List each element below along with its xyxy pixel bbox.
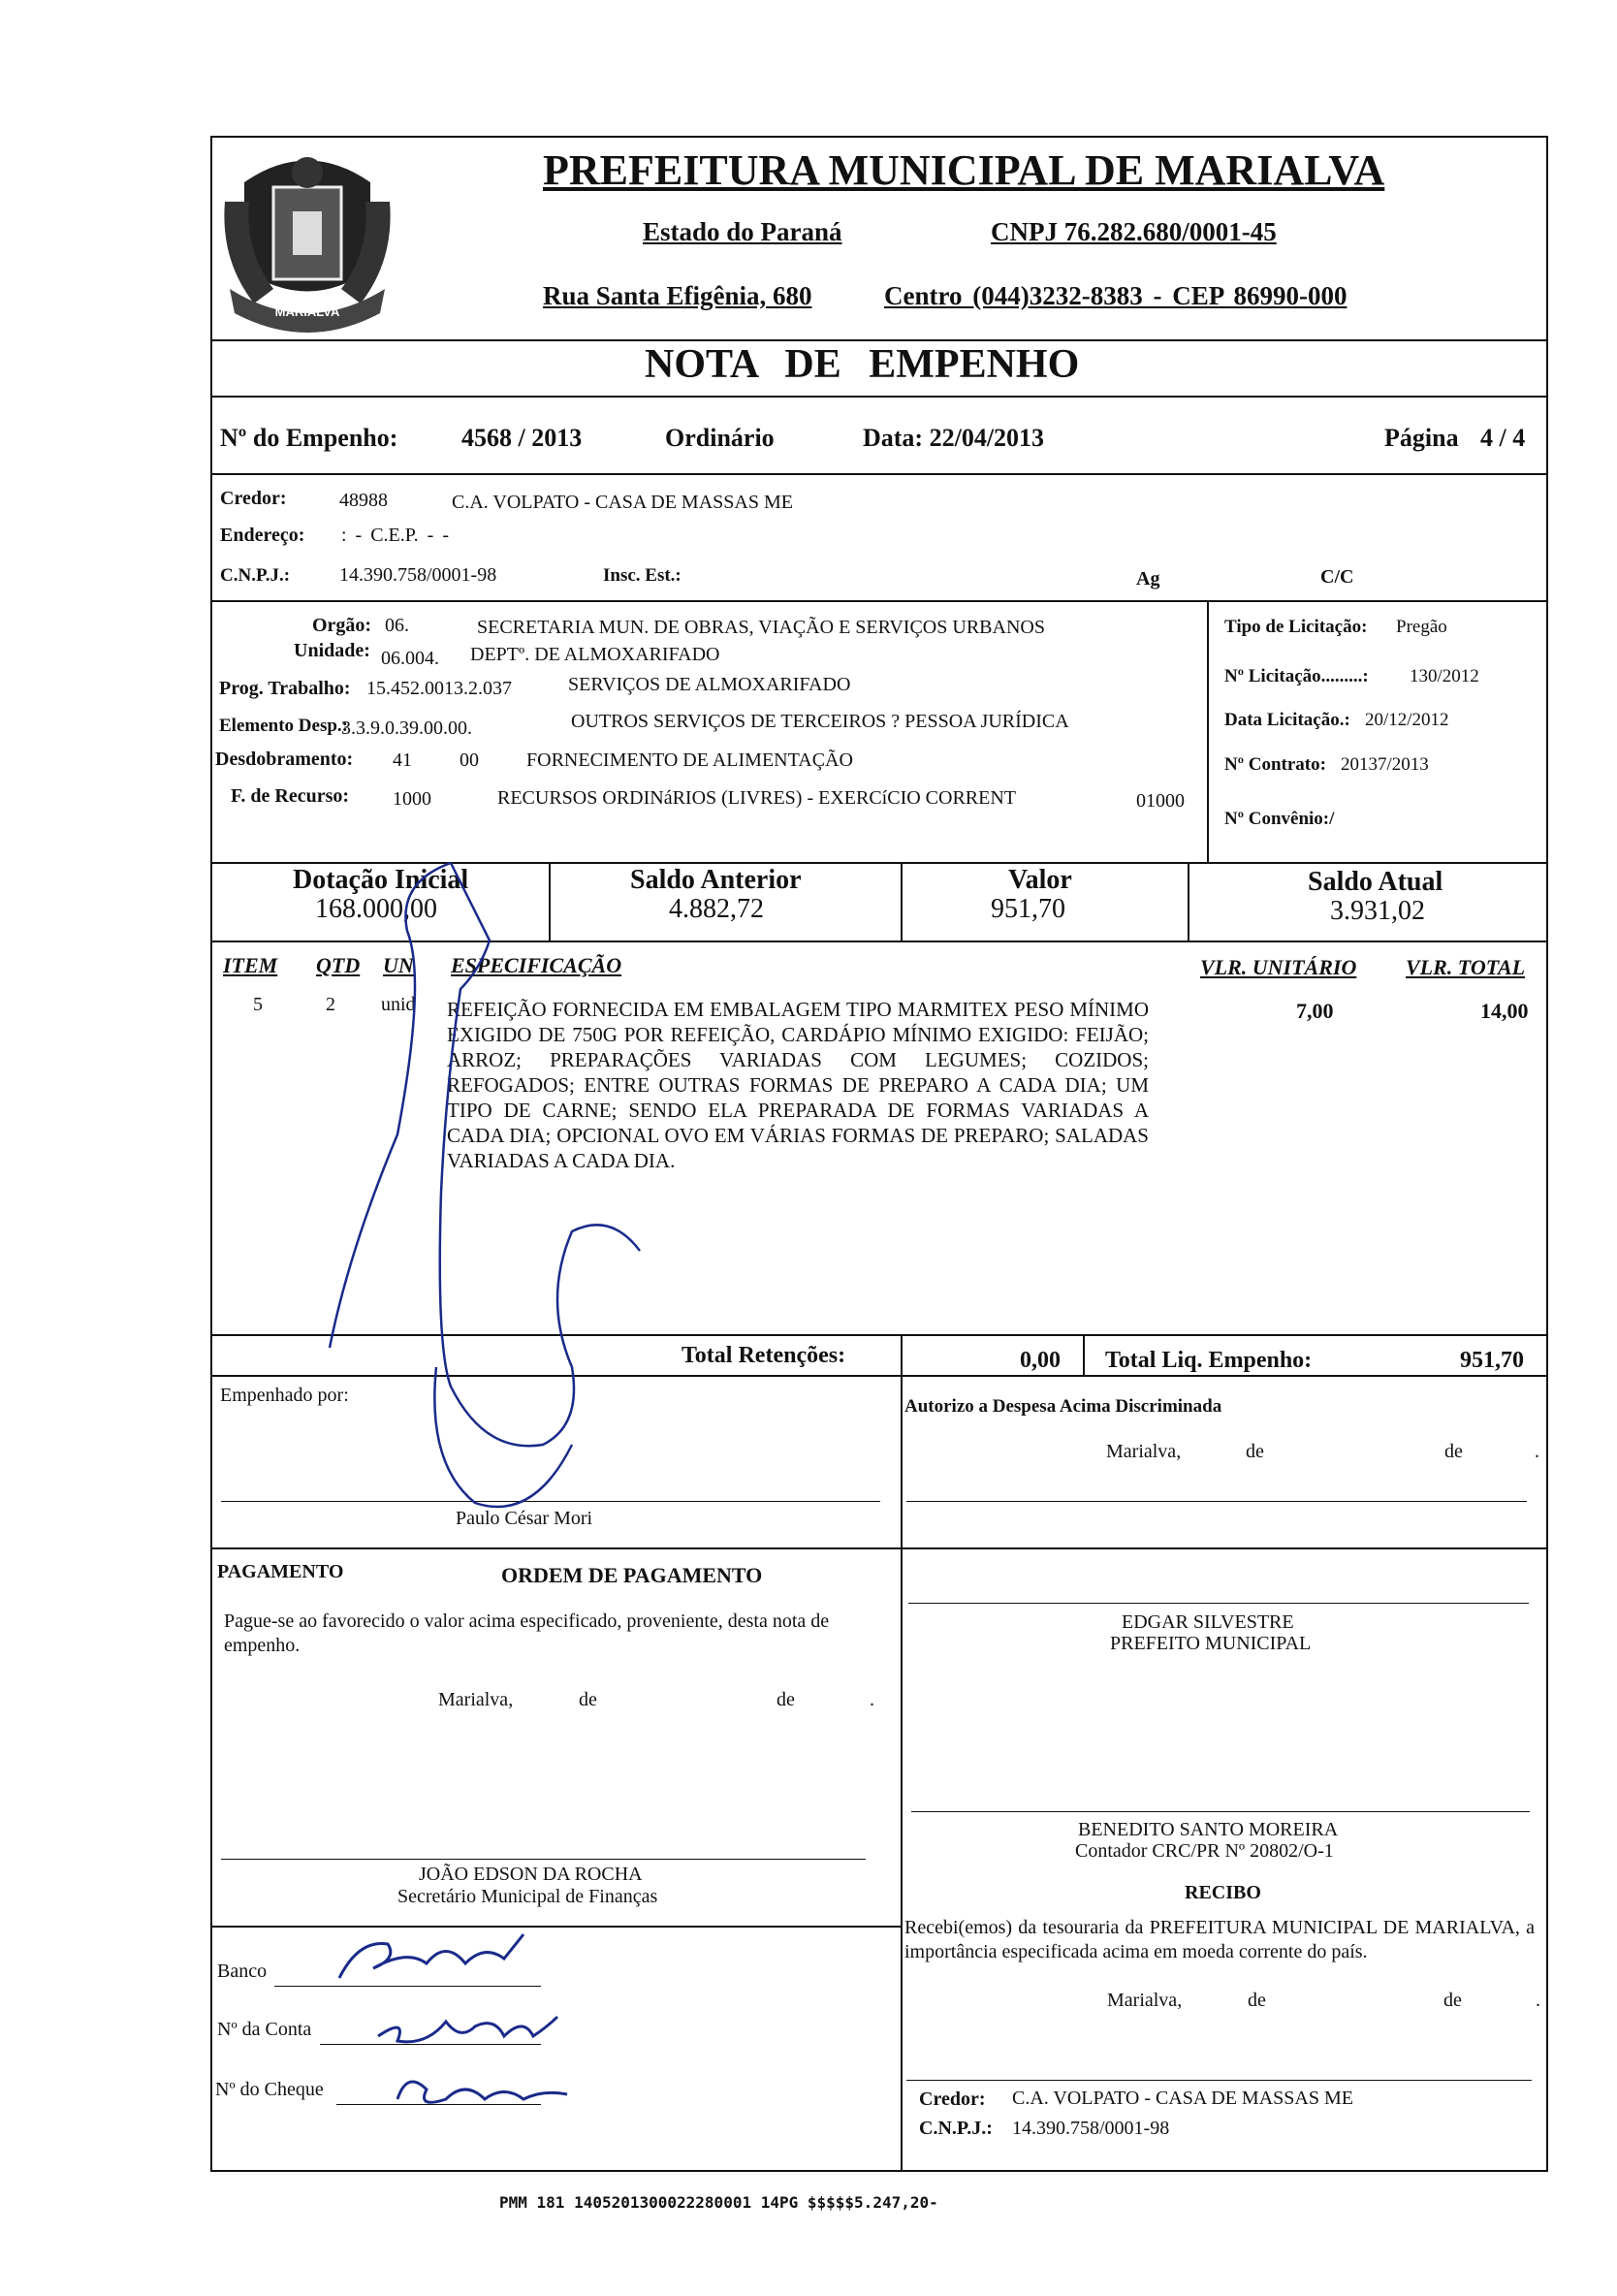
autorizo-label: Autorizo a Despesa Acima Discriminada [904, 1396, 1222, 1417]
saldo-atual-label: Saldo Atual [1308, 867, 1443, 897]
credor-cnpj: 14.390.758/0001-98 [339, 564, 497, 586]
recibo-de2: de [1443, 1990, 1462, 2011]
header-cnpj: CNPJ 76.282.680/0001-45 [991, 217, 1277, 246]
recibo-label: RECIBO [1185, 1882, 1261, 1903]
licitacao-num: 130/2012 [1410, 666, 1479, 686]
recibo-credor: C.A. VOLPATO - CASA DE MASSAS ME [1012, 2088, 1353, 2109]
valor-label: Valor [1008, 865, 1072, 895]
liquido-value: 951,70 [1460, 1348, 1524, 1373]
recibo-texto: Recebi(emos) da tesouraria da PREFEITURA MUNICIPAL DE MARIALVA, a importância especificada acima em moeda corrente do país. [904, 1917, 1535, 1962]
orgao-cod: 06. [385, 615, 409, 636]
licitacao-data: 20/12/2012 [1365, 710, 1449, 730]
autorizo-local: Marialva, [1106, 1441, 1182, 1462]
signature-line [908, 1603, 1529, 1604]
recibo-cnpj: 14.390.758/0001-98 [1012, 2118, 1170, 2139]
insc-label: Insc. Est.: [603, 565, 682, 586]
valor-value: 951,70 [991, 894, 1065, 924]
pagamento-dot: . [870, 1689, 874, 1710]
prefeito-nome: EDGAR SILVESTRE [1122, 1611, 1294, 1633]
divider [210, 941, 1548, 942]
desd-desc: FORNECIMENTO DE ALIMENTAÇÃO [526, 749, 853, 771]
cnpj-label: C.N.P.J.: [220, 565, 291, 586]
contrato-label: Nº Contrato: [1224, 754, 1326, 775]
credor-label: Credor: [220, 488, 287, 509]
doc-title: NOTA DE EMPENHO [645, 342, 1080, 387]
pagina-label: Página [1384, 424, 1459, 452]
footer-code: PMM 181 1405201300022280001 14PG $$$$$5.247,20- [499, 2193, 938, 2212]
item-qtd: 2 [326, 994, 335, 1015]
recibo-de1: de [1248, 1990, 1266, 2011]
liquido-label: Total Liq. Empenho: [1105, 1348, 1313, 1373]
divider [210, 600, 1548, 602]
secretario-cargo: Secretário Municipal de Finanças [397, 1886, 658, 1907]
saldo-anterior-value: 4.882,72 [669, 894, 764, 924]
signature-line [906, 2080, 1532, 2081]
pagamento-texto: Pague-se ao favorecido o valor acima especificado, proveniente, desta nota de empenho. [224, 1610, 830, 1656]
empenhado-nome: Paulo César Mori [456, 1508, 593, 1529]
pagamento-de1: de [579, 1689, 597, 1710]
cheque-label: Nº do Cheque [215, 2079, 324, 2100]
empenho-numero: 4568 / 2013 [461, 424, 583, 452]
unidade-desc: DEPTº. DE ALMOXARIFADO [470, 644, 720, 665]
divider [210, 396, 1548, 398]
banco-label: Banco [217, 1961, 268, 1982]
col-qtd: QTD [316, 953, 361, 977]
cheque-line [336, 2104, 541, 2105]
empenho-tipo: Ordinário [665, 424, 775, 452]
divider [901, 1375, 1548, 1377]
header-rua: Rua Santa Efigênia, 680 [543, 281, 812, 310]
prog-label: Prog. Trabalho: [219, 678, 351, 699]
pagamento-label: PAGAMENTO [217, 1561, 344, 1582]
cc-label: C/C [1320, 566, 1354, 588]
orgao-desc: SECRETARIA MUN. DE OBRAS, VIAÇÃO E SERVIÇOS URBANOS [477, 617, 1045, 638]
prog-cod: 15.452.0013.2.037 [366, 678, 512, 699]
header-contato: Centro (044)3232-8383 - CEP 86990-000 [884, 281, 1348, 310]
saldo-anterior-label: Saldo Anterior [630, 865, 802, 895]
item-vlr-total: 14,00 [1480, 999, 1529, 1023]
municipal-seal-icon [215, 144, 399, 337]
dotacao-inicial-value: 168.000,00 [315, 894, 437, 924]
item-vlr-unit: 7,00 [1296, 999, 1334, 1023]
divider [549, 862, 551, 941]
divider [901, 1334, 903, 1375]
retencoes-value: 0,00 [1020, 1348, 1061, 1373]
col-espec: ESPECIFICAÇÃO [451, 953, 622, 977]
prog-desc: SERVIÇOS DE ALMOXARIFADO [568, 674, 851, 695]
signature-line [221, 1859, 866, 1860]
tipo-licitacao: Pregão [1396, 617, 1447, 637]
recibo-local: Marialva, [1107, 1990, 1183, 2011]
pagamento-local: Marialva, [438, 1689, 514, 1710]
prefeito-cargo: PREFEITO MUNICIPAL [1110, 1633, 1312, 1654]
elem-label: Elemento Desp.: [219, 716, 348, 736]
saldo-atual-value: 3.931,02 [1330, 896, 1425, 926]
licitacao-num-label: Nº Licitação.........: [1224, 666, 1369, 686]
banco-line [274, 1986, 541, 1987]
divider [901, 1547, 903, 2172]
ordem-pagamento: ORDEM DE PAGAMENTO [501, 1563, 763, 1587]
credor-codigo: 48988 [339, 490, 388, 511]
col-un: UN [383, 953, 414, 977]
item-number: 5 [253, 994, 263, 1015]
pagina-value: 4 / 4 [1480, 424, 1526, 452]
orgao-label: Orgão: [312, 615, 372, 636]
rec-label: F. de Recurso: [231, 785, 350, 807]
signature-line [911, 1811, 1530, 1812]
ag-label: Ag [1136, 568, 1160, 590]
recibo-dot: . [1536, 1990, 1540, 2011]
pagamento-de2: de [777, 1689, 795, 1710]
item-espec: REFEIÇÃO FORNECIDA EM EMBALAGEM TIPO MARMITEX PESO MÍNIMO EXIGIDO DE 750G POR REFEIÇÃO, CARDÁPIO MÍNIMO EXIGIDO: FEIJÃO; ARROZ; PREPARAÇÕES VARIADAS COM LEGUMES; COZIDOS; REFOGADOS; ENTRE OUTRAS FORMAS DE PREPARO A CADA DIA; UM TIPO DE CARNE; SENDO ELA PREPARADA DE FORMAS VARIADAS A CADA DIA; OPCIONAL OVO EM VÁRIAS FORMAS DE PREPARO; SALADAS VARIADAS A CADA DIA. [447, 998, 1149, 1172]
dotacao-inicial-label: Dotação Inicial [293, 865, 469, 895]
unidade-label: Unidade: [294, 640, 370, 661]
signature-line [221, 1501, 880, 1502]
col-vlr-unit: VLR. UNITÁRIO [1200, 955, 1357, 979]
contrato-value: 20137/2013 [1341, 754, 1429, 775]
endereco-value: : - C.E.P. - - [341, 525, 449, 546]
divider [210, 1375, 901, 1377]
divider [901, 1375, 903, 1547]
desd-cod: 41 [393, 749, 412, 771]
tipo-licitacao-label: Tipo de Licitação: [1224, 617, 1368, 637]
conta-line [320, 2044, 541, 2045]
licitacao-data-label: Data Licitação.: [1224, 710, 1350, 730]
autorizo-dot: . [1535, 1441, 1539, 1462]
col-vlr-total: VLR. TOTAL [1406, 955, 1526, 979]
autorizo-de1: de [1246, 1441, 1264, 1462]
secretario-nome: JOÃO EDSON DA ROCHA [419, 1864, 643, 1885]
divider [210, 473, 1548, 475]
signature-line [906, 1501, 1527, 1502]
divider [210, 1926, 901, 1928]
unidade-cod: 06.004. [381, 648, 439, 669]
contador-cargo: Contador CRC/PR Nº 20802/O-1 [1075, 1840, 1334, 1862]
elem-cod: 3.3.9.0.39.00.00. [341, 718, 472, 739]
item-un: unid [381, 994, 416, 1015]
endereco-label: Endereço: [220, 525, 305, 546]
conta-label: Nº da Conta [217, 2019, 312, 2040]
desd-label: Desdobramento: [215, 749, 354, 770]
divider [1188, 862, 1189, 941]
empenhado-label: Empenhado por: [220, 1385, 349, 1406]
divider [1207, 600, 1209, 862]
retencoes-label: Total Retenções: [682, 1343, 846, 1368]
col-item: ITEM [223, 953, 278, 977]
recibo-credor-label: Credor: [919, 2089, 986, 2110]
svg-text:MARIALVA: MARIALVA [274, 304, 340, 319]
autorizo-de2: de [1444, 1441, 1463, 1462]
convenio-label: Nº Convênio:/ [1224, 809, 1335, 829]
rec-code2: 01000 [1136, 790, 1185, 812]
contador-nome: BENEDITO SANTO MOREIRA [1078, 1819, 1339, 1840]
divider [210, 1547, 1548, 1549]
rec-cod: 1000 [393, 788, 431, 810]
rec-desc: RECURSOS ORDINáRIOS (LIVRES) - EXERCíCIO CORRENT [497, 787, 1017, 809]
empenho-data: Data: 22/04/2013 [863, 424, 1045, 452]
divider [210, 1334, 1548, 1336]
elem-desc: OUTROS SERVIÇOS DE TERCEIROS ? PESSOA JURÍDICA [571, 711, 1069, 732]
empenho-label: Nº do Empenho: [220, 424, 398, 452]
credor-nome: C.A. VOLPATO - CASA DE MASSAS ME [452, 492, 793, 513]
recibo-cnpj-label: C.N.P.J.: [919, 2118, 993, 2139]
desd-sub: 00 [460, 749, 479, 771]
divider [1083, 1334, 1085, 1375]
header-title: PREFEITURA MUNICIPAL DE MARIALVA [543, 146, 1385, 194]
divider [901, 862, 903, 941]
divider [210, 862, 1548, 864]
header-estado: Estado do Paraná [643, 217, 842, 246]
